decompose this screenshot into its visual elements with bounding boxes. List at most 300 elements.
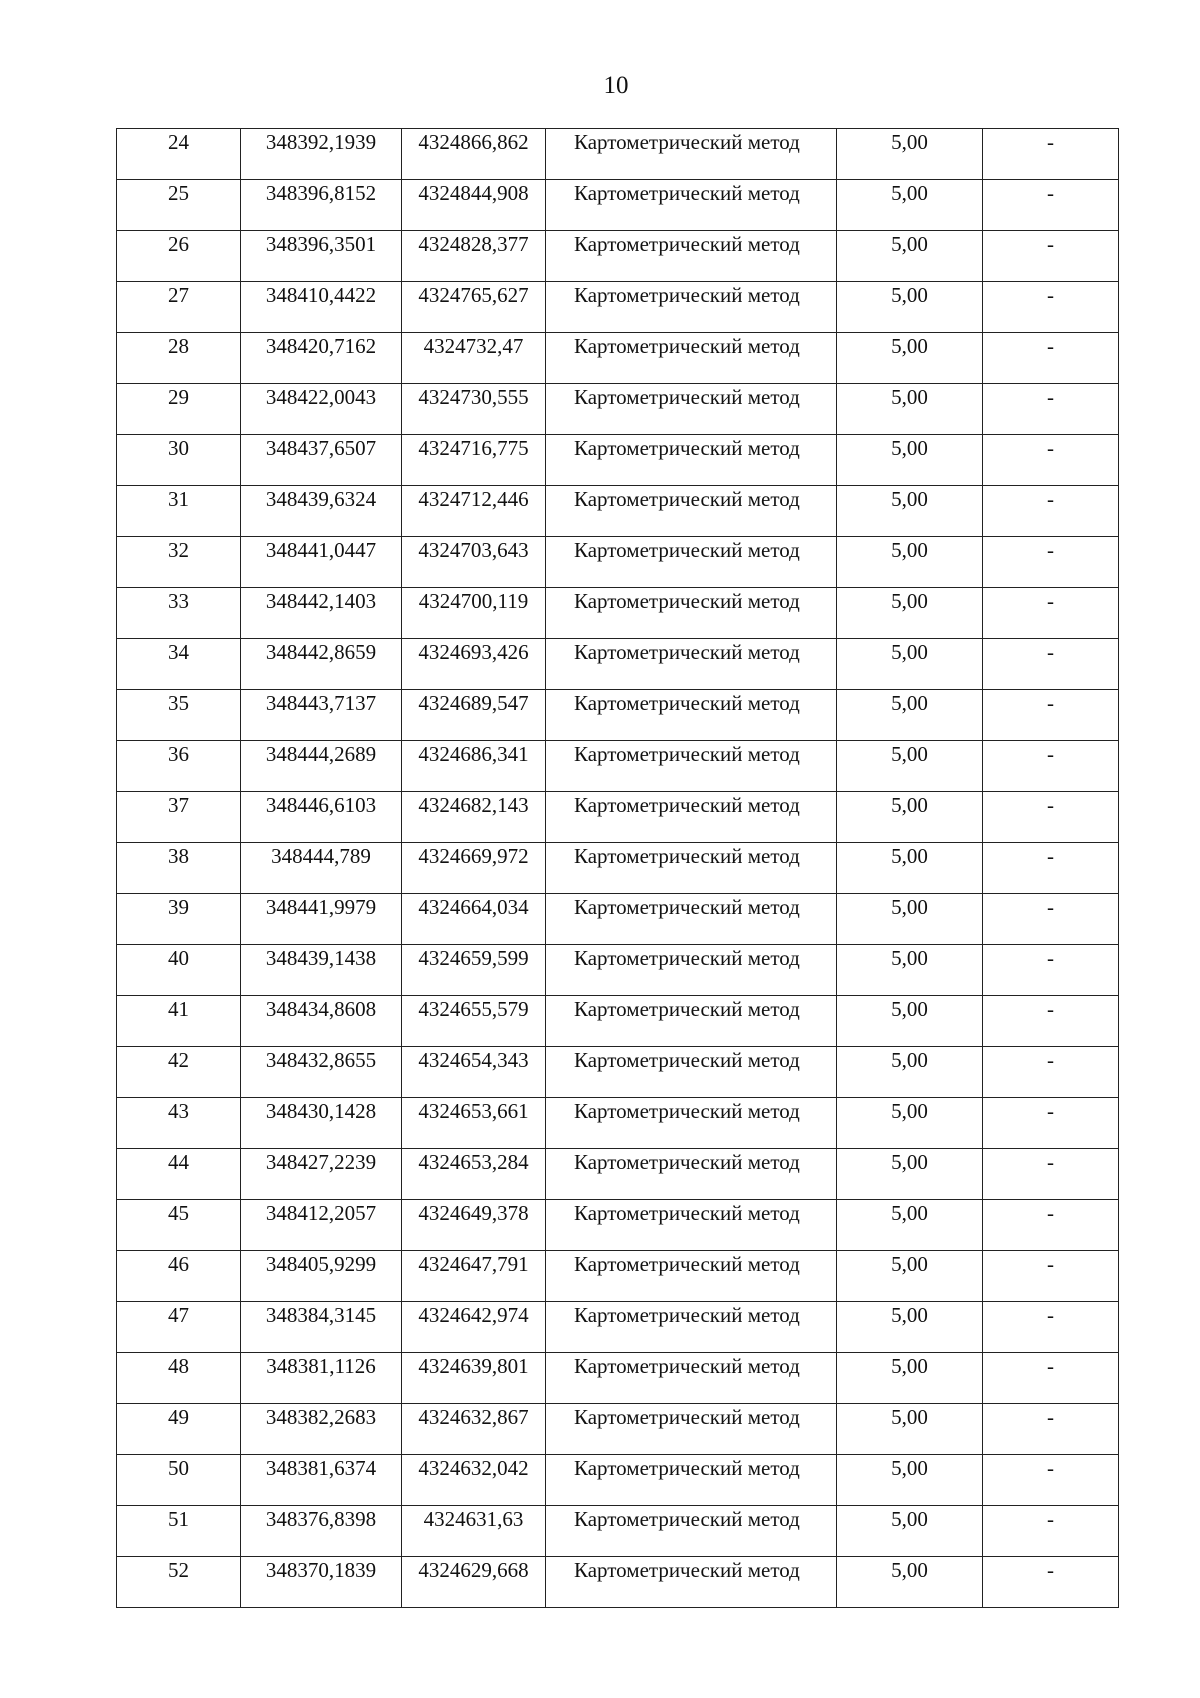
cell-note [983, 1098, 1119, 1149]
point-number-text: 47 [168, 1303, 189, 1327]
note-text: - [1047, 1099, 1054, 1123]
cell-point-number [117, 1557, 241, 1608]
note-text: - [1047, 640, 1054, 664]
cell-point-number [117, 231, 241, 282]
accuracy-text: 5,00 [891, 283, 928, 307]
cell-accuracy [837, 435, 983, 486]
cell-y-coordinate [402, 384, 546, 435]
x-coordinate-text: 348410,4422 [265, 283, 377, 307]
cell-point-number [117, 1506, 241, 1557]
note-text: - [1047, 895, 1054, 919]
cell-method [546, 945, 837, 996]
y-coordinate-text: 4324654,343 [418, 1048, 529, 1072]
cell-y-coordinate [402, 741, 546, 792]
table-row [117, 1251, 1119, 1302]
point-number-text: 49 [168, 1405, 189, 1429]
x-coordinate-text: 348439,1438 [265, 946, 377, 970]
cell-x-coordinate [241, 690, 402, 741]
note-text: - [1047, 1456, 1054, 1480]
table-row [117, 1506, 1119, 1557]
cell-method [546, 486, 837, 537]
note-text: - [1047, 1405, 1054, 1429]
cell-accuracy [837, 1353, 983, 1404]
cell-x-coordinate [241, 231, 402, 282]
table-row [117, 1149, 1119, 1200]
cell-y-coordinate [402, 690, 546, 741]
method-text: Картометрический метод [574, 385, 800, 409]
cell-y-coordinate [402, 792, 546, 843]
x-coordinate-text: 348396,8152 [265, 181, 377, 205]
y-coordinate-text: 4324689,547 [418, 691, 529, 715]
accuracy-text: 5,00 [891, 1252, 928, 1276]
cell-point-number [117, 792, 241, 843]
x-coordinate-text: 348442,1403 [265, 589, 377, 613]
method-text: Картометрический метод [574, 436, 800, 460]
cell-y-coordinate [402, 1200, 546, 1251]
table-row [117, 486, 1119, 537]
accuracy-text: 5,00 [891, 1558, 928, 1582]
cell-x-coordinate [241, 894, 402, 945]
y-coordinate-text: 4324693,426 [418, 640, 529, 664]
cell-y-coordinate [402, 333, 546, 384]
method-text: Картометрический метод [574, 1201, 800, 1225]
cell-point-number [117, 1098, 241, 1149]
method-text: Картометрический метод [574, 181, 800, 205]
x-coordinate-text: 348443,7137 [265, 691, 377, 715]
point-number-text: 29 [168, 385, 189, 409]
cell-method [546, 639, 837, 690]
cell-y-coordinate [402, 435, 546, 486]
point-number-text: 50 [168, 1456, 189, 1480]
cell-accuracy [837, 996, 983, 1047]
note-text: - [1047, 130, 1054, 154]
note-text: - [1047, 742, 1054, 766]
table-row [117, 1047, 1119, 1098]
accuracy-text: 5,00 [891, 946, 928, 970]
cell-y-coordinate [402, 1149, 546, 1200]
method-text: Картометрический метод [574, 487, 800, 511]
table-row [117, 1098, 1119, 1149]
cell-x-coordinate [241, 1506, 402, 1557]
y-coordinate-text: 4324632,042 [418, 1456, 529, 1480]
x-coordinate-text: 348382,2683 [265, 1405, 377, 1429]
y-coordinate-text: 4324866,862 [418, 130, 529, 154]
cell-note [983, 1251, 1119, 1302]
cell-note [983, 996, 1119, 1047]
cell-x-coordinate [241, 1098, 402, 1149]
cell-accuracy [837, 1557, 983, 1608]
cell-x-coordinate [241, 1047, 402, 1098]
x-coordinate-text: 348392,1939 [265, 130, 377, 154]
cell-point-number [117, 741, 241, 792]
cell-x-coordinate [241, 945, 402, 996]
cell-y-coordinate [402, 945, 546, 996]
cell-point-number [117, 894, 241, 945]
point-number-text: 52 [168, 1558, 189, 1582]
x-coordinate-text: 348370,1839 [265, 1558, 377, 1582]
y-coordinate-text: 4324639,801 [418, 1354, 529, 1378]
cell-accuracy [837, 1047, 983, 1098]
y-coordinate-text: 4324703,643 [418, 538, 529, 562]
cell-point-number [117, 1353, 241, 1404]
table-row [117, 1404, 1119, 1455]
cell-method [546, 996, 837, 1047]
x-coordinate-text: 348446,6103 [265, 793, 377, 817]
point-number-text: 32 [168, 538, 189, 562]
method-text: Картометрический метод [574, 1456, 800, 1480]
table-row [117, 741, 1119, 792]
method-text: Картометрический метод [574, 283, 800, 307]
point-number-text: 41 [168, 997, 189, 1021]
note-text: - [1047, 1303, 1054, 1327]
note-text: - [1047, 538, 1054, 562]
x-coordinate-text: 348439,6324 [265, 487, 377, 511]
table-row [117, 1455, 1119, 1506]
cell-y-coordinate [402, 588, 546, 639]
cell-x-coordinate [241, 1353, 402, 1404]
point-number-text: 51 [168, 1507, 189, 1531]
accuracy-text: 5,00 [891, 997, 928, 1021]
note-text: - [1047, 334, 1054, 358]
cell-accuracy [837, 1506, 983, 1557]
cell-method [546, 1149, 837, 1200]
cell-point-number [117, 639, 241, 690]
cell-note [983, 333, 1119, 384]
cell-point-number [117, 1200, 241, 1251]
note-text: - [1047, 946, 1054, 970]
cell-x-coordinate [241, 384, 402, 435]
point-number-text: 28 [168, 334, 189, 358]
cell-accuracy [837, 894, 983, 945]
table-row [117, 945, 1119, 996]
cell-method [546, 1302, 837, 1353]
table-row [117, 1200, 1119, 1251]
x-coordinate-text: 348442,8659 [265, 640, 377, 664]
x-coordinate-text: 348432,8655 [265, 1048, 377, 1072]
method-text: Картометрический метод [574, 1048, 800, 1072]
cell-x-coordinate [241, 537, 402, 588]
accuracy-text: 5,00 [891, 130, 928, 154]
cell-note [983, 1149, 1119, 1200]
x-coordinate-text: 348412,2057 [265, 1201, 377, 1225]
point-number-text: 38 [168, 844, 189, 868]
cell-method [546, 384, 837, 435]
table-row [117, 384, 1119, 435]
point-number-text: 24 [168, 130, 189, 154]
x-coordinate-text: 348381,6374 [265, 1456, 377, 1480]
point-number-text: 44 [168, 1150, 189, 1174]
cell-y-coordinate [402, 1557, 546, 1608]
cell-note [983, 1506, 1119, 1557]
cell-x-coordinate [241, 180, 402, 231]
cell-x-coordinate [241, 843, 402, 894]
y-coordinate-text: 4324700,119 [418, 589, 529, 613]
x-coordinate-text: 348376,8398 [265, 1507, 377, 1531]
accuracy-text: 5,00 [891, 589, 928, 613]
point-number-text: 45 [168, 1201, 189, 1225]
point-number-text: 27 [168, 283, 189, 307]
accuracy-text: 5,00 [891, 385, 928, 409]
y-coordinate-text: 4324653,661 [418, 1099, 529, 1123]
x-coordinate-text: 348441,9979 [265, 895, 377, 919]
point-number-text: 34 [168, 640, 189, 664]
cell-method [546, 129, 837, 180]
note-text: - [1047, 385, 1054, 409]
y-coordinate-text: 4324669,972 [418, 844, 529, 868]
note-text: - [1047, 1048, 1054, 1072]
accuracy-text: 5,00 [891, 895, 928, 919]
cell-y-coordinate [402, 1455, 546, 1506]
cell-method [546, 792, 837, 843]
cell-note [983, 741, 1119, 792]
point-number-text: 33 [168, 589, 189, 613]
y-coordinate-text: 4324765,627 [418, 283, 529, 307]
point-number-text: 36 [168, 742, 189, 766]
cell-method [546, 282, 837, 333]
y-coordinate-text: 4324631,63 [423, 1507, 524, 1531]
method-text: Картометрический метод [574, 1150, 800, 1174]
cell-note [983, 180, 1119, 231]
cell-accuracy [837, 639, 983, 690]
cell-x-coordinate [241, 792, 402, 843]
method-text: Картометрический метод [574, 895, 800, 919]
y-coordinate-text: 4324647,791 [418, 1252, 529, 1276]
cell-x-coordinate [241, 282, 402, 333]
cell-method [546, 435, 837, 486]
x-coordinate-text: 348396,3501 [265, 232, 377, 256]
table-row [117, 843, 1119, 894]
cell-point-number [117, 537, 241, 588]
cell-x-coordinate [241, 588, 402, 639]
cell-accuracy [837, 741, 983, 792]
method-text: Картометрический метод [574, 1507, 800, 1531]
point-number-text: 42 [168, 1048, 189, 1072]
point-number-text: 48 [168, 1354, 189, 1378]
table-row [117, 690, 1119, 741]
cell-note [983, 1404, 1119, 1455]
cell-x-coordinate [241, 1557, 402, 1608]
x-coordinate-text: 348444,789 [271, 844, 371, 868]
cell-x-coordinate [241, 741, 402, 792]
accuracy-text: 5,00 [891, 487, 928, 511]
table-row [117, 333, 1119, 384]
y-coordinate-text: 4324664,034 [418, 895, 529, 919]
table-row [117, 537, 1119, 588]
table-row [117, 1353, 1119, 1404]
cell-point-number [117, 180, 241, 231]
cell-accuracy [837, 690, 983, 741]
accuracy-text: 5,00 [891, 1099, 928, 1123]
cell-note [983, 1557, 1119, 1608]
point-number-text: 40 [168, 946, 189, 970]
cell-method [546, 1455, 837, 1506]
y-coordinate-text: 4324659,599 [418, 946, 529, 970]
cell-accuracy [837, 537, 983, 588]
cell-method [546, 1557, 837, 1608]
x-coordinate-text: 348381,1126 [266, 1354, 376, 1378]
y-coordinate-text: 4324686,341 [418, 742, 529, 766]
cell-point-number [117, 1149, 241, 1200]
cell-note [983, 690, 1119, 741]
x-coordinate-text: 348430,1428 [265, 1099, 377, 1123]
cell-method [546, 588, 837, 639]
accuracy-text: 5,00 [891, 436, 928, 460]
note-text: - [1047, 997, 1054, 1021]
cell-x-coordinate [241, 1404, 402, 1455]
table-row [117, 231, 1119, 282]
cell-note [983, 1455, 1119, 1506]
note-text: - [1047, 232, 1054, 256]
table-row [117, 588, 1119, 639]
cell-y-coordinate [402, 486, 546, 537]
table-row [117, 996, 1119, 1047]
y-coordinate-text: 4324655,579 [418, 997, 529, 1021]
note-text: - [1047, 1354, 1054, 1378]
cell-accuracy [837, 384, 983, 435]
cell-x-coordinate [241, 1455, 402, 1506]
cell-y-coordinate [402, 1302, 546, 1353]
accuracy-text: 5,00 [891, 232, 928, 256]
cell-x-coordinate [241, 1251, 402, 1302]
cell-method [546, 741, 837, 792]
x-coordinate-text: 348384,3145 [265, 1303, 377, 1327]
cell-note [983, 945, 1119, 996]
cell-point-number [117, 1302, 241, 1353]
cell-accuracy [837, 1251, 983, 1302]
cell-x-coordinate [241, 639, 402, 690]
cell-y-coordinate [402, 129, 546, 180]
method-text: Картометрический метод [574, 334, 800, 358]
note-text: - [1047, 436, 1054, 460]
cell-method [546, 1404, 837, 1455]
cell-accuracy [837, 588, 983, 639]
note-text: - [1047, 589, 1054, 613]
cell-note [983, 486, 1119, 537]
cell-y-coordinate [402, 1047, 546, 1098]
coordinates-table-body [117, 129, 1119, 1608]
cell-accuracy [837, 1455, 983, 1506]
accuracy-text: 5,00 [891, 1405, 928, 1429]
table-row [117, 1302, 1119, 1353]
note-text: - [1047, 487, 1054, 511]
method-text: Картометрический метод [574, 232, 800, 256]
cell-x-coordinate [241, 996, 402, 1047]
cell-x-coordinate [241, 486, 402, 537]
y-coordinate-text: 4324828,377 [418, 232, 529, 256]
accuracy-text: 5,00 [891, 1354, 928, 1378]
method-text: Картометрический метод [574, 844, 800, 868]
x-coordinate-text: 348437,6507 [265, 436, 377, 460]
method-text: Картометрический метод [574, 742, 800, 766]
accuracy-text: 5,00 [891, 1048, 928, 1072]
note-text: - [1047, 283, 1054, 307]
cell-point-number [117, 486, 241, 537]
y-coordinate-text: 4324629,668 [418, 1558, 529, 1582]
cell-method [546, 1506, 837, 1557]
cell-accuracy [837, 1302, 983, 1353]
accuracy-text: 5,00 [891, 742, 928, 766]
cell-y-coordinate [402, 1353, 546, 1404]
cell-note [983, 282, 1119, 333]
accuracy-text: 5,00 [891, 181, 928, 205]
point-number-text: 46 [168, 1252, 189, 1276]
cell-y-coordinate [402, 1404, 546, 1455]
table-row [117, 894, 1119, 945]
cell-accuracy [837, 129, 983, 180]
cell-point-number [117, 588, 241, 639]
cell-method [546, 1353, 837, 1404]
method-text: Картометрический метод [574, 640, 800, 664]
note-text: - [1047, 691, 1054, 715]
cell-x-coordinate [241, 1200, 402, 1251]
accuracy-text: 5,00 [891, 538, 928, 562]
x-coordinate-text: 348405,9299 [265, 1252, 377, 1276]
accuracy-text: 5,00 [891, 1201, 928, 1225]
table-row [117, 639, 1119, 690]
cell-accuracy [837, 1404, 983, 1455]
cell-point-number [117, 129, 241, 180]
cell-x-coordinate [241, 1302, 402, 1353]
cell-point-number [117, 996, 241, 1047]
method-text: Картометрический метод [574, 1099, 800, 1123]
cell-note [983, 639, 1119, 690]
cell-note [983, 231, 1119, 282]
method-text: Картометрический метод [574, 691, 800, 715]
cell-point-number [117, 333, 241, 384]
cell-point-number [117, 1404, 241, 1455]
cell-note [983, 1200, 1119, 1251]
method-text: Картометрический метод [574, 997, 800, 1021]
y-coordinate-text: 4324732,47 [423, 334, 524, 358]
cell-method [546, 1251, 837, 1302]
table-row [117, 180, 1119, 231]
cell-point-number [117, 690, 241, 741]
cell-note [983, 1047, 1119, 1098]
cell-method [546, 1098, 837, 1149]
accuracy-text: 5,00 [891, 844, 928, 868]
y-coordinate-text: 4324632,867 [418, 1405, 529, 1429]
cell-accuracy [837, 333, 983, 384]
cell-accuracy [837, 1149, 983, 1200]
table-row [117, 792, 1119, 843]
cell-note [983, 537, 1119, 588]
cell-accuracy [837, 945, 983, 996]
cell-note [983, 1302, 1119, 1353]
cell-note [983, 894, 1119, 945]
cell-y-coordinate [402, 231, 546, 282]
note-text: - [1047, 793, 1054, 817]
method-text: Картометрический метод [574, 1303, 800, 1327]
page-number: 10 [603, 72, 629, 99]
cell-accuracy [837, 180, 983, 231]
note-text: - [1047, 1150, 1054, 1174]
accuracy-text: 5,00 [891, 1150, 928, 1174]
note-text: - [1047, 1201, 1054, 1225]
cell-note [983, 843, 1119, 894]
y-coordinate-text: 4324642,974 [418, 1303, 529, 1327]
method-text: Картометрический метод [574, 1405, 800, 1429]
cell-y-coordinate [402, 843, 546, 894]
cell-accuracy [837, 486, 983, 537]
cell-y-coordinate [402, 1251, 546, 1302]
cell-method [546, 690, 837, 741]
accuracy-text: 5,00 [891, 1456, 928, 1480]
cell-method [546, 180, 837, 231]
cell-point-number [117, 384, 241, 435]
accuracy-text: 5,00 [891, 334, 928, 358]
cell-point-number [117, 435, 241, 486]
y-coordinate-text: 4324649,378 [418, 1201, 529, 1225]
